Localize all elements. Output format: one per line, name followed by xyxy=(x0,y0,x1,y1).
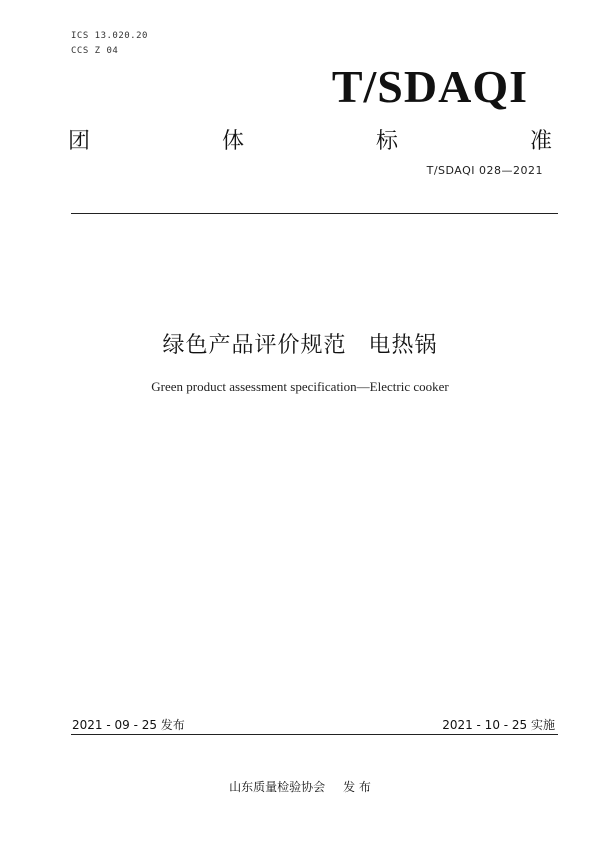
kind-char-1: 团 xyxy=(68,129,91,154)
kind-char-4: 准 xyxy=(529,129,552,154)
document-title-en: Green product assessment specification—Electric cooker xyxy=(151,379,449,394)
implement-date: 2021 - 10 - 25 实施 xyxy=(442,718,555,732)
publish-date: 2021 - 09 - 25 发布 xyxy=(72,718,185,732)
classification-codes xyxy=(71,29,148,59)
standard-brand: T/SDAQI xyxy=(331,61,528,112)
issuer-action: 发 布 xyxy=(343,780,371,794)
issuer-org: 山东质量检验协会 xyxy=(229,780,326,794)
top-divider xyxy=(71,213,558,214)
document-title-cn xyxy=(0,328,600,359)
standard-kind xyxy=(68,124,552,155)
ics-code: ICS 13.020.20 xyxy=(71,31,148,41)
kind-char-3: 标 xyxy=(375,129,398,154)
standard-number: T/SDAQI 028—2021 xyxy=(426,164,543,177)
issuer xyxy=(0,778,600,795)
kind-char-2: 体 xyxy=(221,129,244,154)
title-cn-sub: 电热锅 xyxy=(368,333,438,358)
title-cn-main: 绿色产品评价规范 xyxy=(162,333,347,358)
ccs-code: CCS Z 04 xyxy=(71,46,119,56)
bottom-divider xyxy=(71,734,558,735)
